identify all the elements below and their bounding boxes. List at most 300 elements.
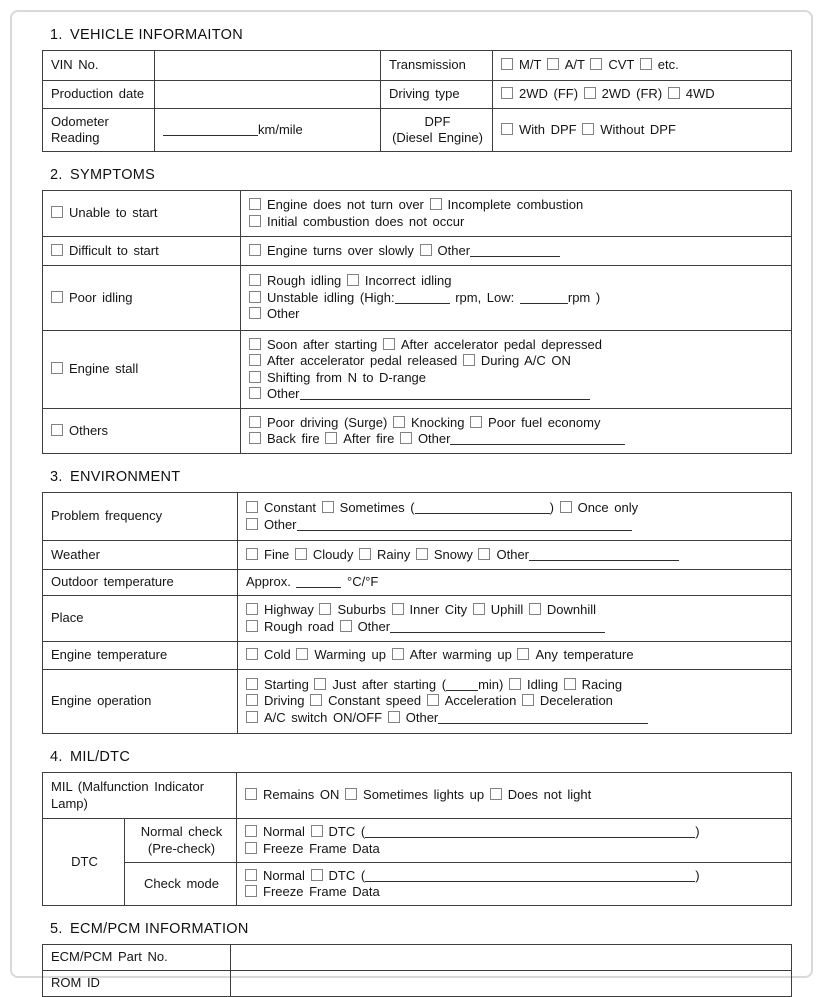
label: Other	[417, 431, 451, 446]
checkbox[interactable]	[400, 432, 412, 444]
label: Cold	[264, 647, 297, 663]
label: Place	[51, 610, 84, 626]
blank-line[interactable]	[395, 291, 450, 304]
label: Remains ON	[263, 787, 346, 803]
label: Engine temperature	[51, 647, 168, 663]
checkbox[interactable]	[51, 424, 63, 436]
table-cell	[237, 773, 792, 819]
table-cell	[238, 541, 792, 570]
checkbox[interactable]	[51, 244, 63, 256]
table-row	[43, 570, 792, 596]
label: )	[549, 500, 560, 515]
label: min)	[478, 676, 509, 692]
form-line	[51, 854, 118, 871]
label: °C/°F	[341, 574, 379, 590]
checkbox[interactable]	[249, 387, 261, 399]
label: Driving	[264, 693, 311, 709]
label: etc.	[657, 57, 679, 73]
label: Outdoor temperature	[51, 574, 174, 590]
blank-line[interactable]	[446, 678, 478, 691]
checkbox[interactable]	[392, 603, 404, 615]
checkbox[interactable]	[246, 694, 258, 706]
checkbox[interactable]	[522, 694, 534, 706]
checkbox[interactable]	[490, 788, 502, 800]
table-cell	[155, 109, 381, 152]
form-line	[246, 574, 785, 591]
table-row	[43, 819, 792, 863]
section-heading: MIL/DTC	[70, 749, 131, 765]
label: Sometimes (	[339, 500, 415, 515]
vehicle-information-table	[42, 50, 792, 152]
table-cell	[43, 596, 238, 642]
form-line	[249, 290, 785, 307]
label: Other	[496, 546, 529, 562]
label: Problem frequency	[51, 508, 163, 524]
checkbox[interactable]	[430, 198, 442, 210]
form-line	[246, 619, 785, 636]
form-line	[51, 57, 148, 74]
label: A/T	[564, 57, 591, 73]
form-line	[51, 205, 234, 222]
form-line	[51, 130, 148, 147]
table-row	[43, 596, 792, 642]
form-line	[246, 602, 785, 619]
table-row	[43, 863, 792, 906]
section-heading: ECM/PCM INFORMATION	[70, 921, 249, 937]
table-cell	[43, 642, 238, 670]
label: Fine	[264, 546, 295, 562]
section-mil-dtc	[42, 749, 791, 906]
table-cell	[493, 81, 792, 109]
form-line	[245, 841, 785, 858]
label: Normal check	[140, 824, 223, 839]
checkbox[interactable]	[249, 371, 261, 383]
checkbox[interactable]	[249, 291, 261, 303]
checkbox[interactable]	[314, 678, 326, 690]
checkbox[interactable]	[509, 678, 521, 690]
form-line	[51, 361, 234, 378]
checkbox[interactable]	[582, 123, 594, 135]
checkbox[interactable]	[383, 338, 395, 350]
form-line	[246, 710, 785, 727]
label: Downhill	[546, 602, 597, 617]
section-ecm-pcm-information	[42, 921, 791, 997]
label: Deceleration	[539, 693, 613, 709]
table-row	[43, 191, 792, 237]
table-cell	[43, 493, 238, 541]
checkbox[interactable]	[246, 620, 258, 632]
table-cell	[237, 819, 792, 863]
blank-line[interactable]	[415, 501, 550, 514]
label: Poor fuel economy	[488, 414, 601, 430]
checkbox[interactable]	[473, 603, 485, 615]
table-cell	[241, 237, 792, 266]
form-line	[389, 114, 486, 131]
form-line	[501, 122, 785, 139]
table-cell	[43, 51, 155, 81]
label: Weather	[51, 546, 100, 562]
table-cell	[43, 331, 241, 409]
form-line	[245, 824, 785, 841]
form-line	[51, 949, 224, 966]
label: After accelerator pedal released	[267, 353, 463, 368]
table-row	[43, 266, 792, 331]
form-line	[249, 197, 785, 214]
label: Without DPF	[600, 121, 676, 137]
label: rpm )	[567, 289, 601, 305]
mil-dtc-table	[42, 772, 792, 906]
table-cell	[241, 409, 792, 454]
label: Other	[264, 516, 297, 532]
table-row	[43, 81, 792, 109]
form-line	[389, 57, 486, 74]
form-line	[51, 610, 231, 627]
checkbox[interactable]	[249, 432, 261, 444]
table-cell	[43, 945, 231, 971]
checkbox[interactable]	[340, 620, 352, 632]
table-cell	[43, 81, 155, 109]
label: Poor idling	[69, 289, 133, 305]
section-symptoms	[42, 167, 791, 454]
checkbox[interactable]	[246, 548, 258, 560]
table-cell	[381, 109, 493, 152]
form-line	[246, 677, 785, 694]
checkbox[interactable]	[245, 788, 257, 800]
label: Incorrect idling	[364, 273, 452, 289]
form-line	[246, 693, 785, 710]
label: ECM/PCM Part No.	[51, 949, 168, 965]
checkbox[interactable]	[416, 548, 428, 560]
table-cell	[238, 596, 792, 642]
checkbox[interactable]	[296, 648, 308, 660]
checkbox[interactable]	[392, 648, 404, 660]
label: Inner City	[409, 602, 473, 617]
blank-line[interactable]	[529, 548, 679, 561]
form-line	[249, 243, 785, 260]
checkbox[interactable]	[319, 603, 331, 615]
label: Poor driving (Surge)	[267, 414, 393, 430]
table-cell	[43, 971, 231, 997]
checkbox[interactable]	[249, 198, 261, 210]
label: A/C switch ON/OFF	[264, 709, 388, 725]
table-cell	[238, 570, 792, 596]
label: During A/C ON	[480, 353, 571, 368]
table-cell	[231, 971, 792, 997]
label: Starting	[264, 676, 315, 692]
table-row	[43, 670, 792, 734]
form-line	[51, 693, 231, 710]
label: rpm, Low:	[449, 289, 520, 305]
label: Rainy	[376, 546, 416, 562]
checkbox[interactable]	[249, 307, 261, 319]
checkbox[interactable]	[249, 354, 261, 366]
label: Others	[69, 422, 109, 438]
blank-line[interactable]	[390, 620, 605, 633]
label: Incomplete combustion	[447, 197, 584, 212]
label: Driving type	[389, 86, 460, 102]
checkbox[interactable]	[246, 678, 258, 690]
label: Production date	[51, 86, 145, 102]
label: After fire	[343, 431, 400, 446]
checkbox[interactable]	[345, 788, 357, 800]
checkbox[interactable]	[325, 432, 337, 444]
checkbox[interactable]	[249, 338, 261, 350]
section-vehicle-information	[42, 27, 791, 152]
label: Reading	[51, 130, 100, 145]
form-line	[249, 337, 785, 354]
section-title-vehicle-information	[50, 27, 791, 43]
checkbox[interactable]	[393, 416, 405, 428]
label: Any temperature	[535, 647, 634, 663]
label: With DPF	[519, 121, 583, 137]
checkbox[interactable]	[359, 548, 371, 560]
form-line	[245, 884, 785, 901]
blank-line[interactable]	[365, 825, 695, 838]
form-line	[51, 647, 231, 664]
section-number: 5.	[50, 921, 63, 937]
symptoms-table	[42, 190, 792, 454]
form-line	[51, 290, 234, 307]
checkbox[interactable]	[246, 518, 258, 530]
table-cell	[238, 670, 792, 734]
label: Back fire	[267, 431, 326, 446]
label: 2WD (FR)	[601, 86, 668, 102]
form-line	[245, 868, 785, 885]
table-cell	[125, 863, 237, 906]
section-number: 1.	[50, 27, 63, 43]
label: Constant	[264, 500, 322, 515]
table-cell	[381, 81, 493, 109]
table-row	[43, 971, 792, 997]
checkbox[interactable]	[249, 215, 261, 227]
checkbox[interactable]	[311, 825, 323, 837]
checkbox[interactable]	[420, 244, 432, 256]
section-heading: VEHICLE INFORMAITON	[70, 27, 244, 43]
table-cell	[43, 819, 125, 906]
checkbox[interactable]	[463, 354, 475, 366]
checkbox[interactable]	[668, 87, 680, 99]
checkbox[interactable]	[388, 711, 400, 723]
table-cell	[43, 191, 241, 237]
label: Transmission	[389, 57, 466, 73]
form-line	[249, 306, 785, 323]
section-title-ecm-pcm-information	[50, 921, 791, 937]
label: Acceleration	[444, 693, 522, 709]
checkbox[interactable]	[51, 362, 63, 374]
form-line	[51, 114, 148, 131]
form-line	[249, 386, 785, 403]
checkbox[interactable]	[311, 869, 323, 881]
label: M/T	[519, 57, 547, 73]
blank-line[interactable]	[297, 518, 632, 531]
section-number: 3.	[50, 469, 63, 485]
checkbox[interactable]	[51, 206, 63, 218]
checkbox[interactable]	[478, 548, 490, 560]
checkbox[interactable]	[246, 501, 258, 513]
blank-line[interactable]	[520, 291, 568, 304]
checkbox[interactable]	[295, 548, 307, 560]
form-line	[249, 431, 785, 448]
checkbox[interactable]	[590, 58, 602, 70]
table-row	[43, 237, 792, 266]
blank-line[interactable]	[300, 387, 590, 400]
section-title-mil-dtc	[50, 749, 791, 765]
label: Knocking	[410, 414, 471, 430]
label: VIN No.	[51, 57, 99, 73]
label: Check mode	[144, 875, 219, 891]
checkbox[interactable]	[246, 648, 258, 660]
table-row	[43, 51, 792, 81]
checkbox[interactable]	[347, 274, 359, 286]
form-line	[51, 975, 224, 992]
table-row	[43, 493, 792, 541]
form-line	[51, 86, 148, 103]
table-cell	[493, 51, 792, 81]
table-row	[43, 773, 792, 819]
form-line	[246, 500, 785, 517]
form-line	[133, 876, 230, 893]
checkbox[interactable]	[547, 58, 559, 70]
label: MIL (Malfunction Indicator	[51, 779, 205, 794]
checkbox[interactable]	[529, 603, 541, 615]
label: (Diesel Engine)	[392, 130, 483, 145]
table-cell	[237, 863, 792, 906]
label: CVT	[608, 57, 640, 73]
label: Once only	[577, 500, 639, 515]
checkbox[interactable]	[245, 825, 257, 837]
form-line	[163, 122, 374, 139]
checkbox[interactable]	[249, 274, 261, 286]
table-row	[43, 109, 792, 152]
section-heading: SYMPTOMS	[70, 167, 156, 183]
section-number: 2.	[50, 167, 63, 183]
checkbox[interactable]	[517, 648, 529, 660]
checkbox[interactable]	[322, 501, 334, 513]
label: Engine stall	[69, 361, 139, 377]
form-line	[501, 57, 785, 74]
table-cell	[125, 819, 237, 863]
label: Difficult to start	[69, 242, 159, 258]
label: DPF	[424, 113, 451, 129]
checkbox[interactable]	[246, 711, 258, 723]
label: Unstable idling (High:	[267, 289, 395, 305]
label: Unable to start	[69, 205, 158, 221]
checkbox[interactable]	[249, 244, 261, 256]
checkbox[interactable]	[51, 291, 63, 303]
section-heading: ENVIRONMENT	[70, 469, 181, 485]
blank-line[interactable]	[450, 432, 625, 445]
form-root	[42, 20, 791, 997]
label: DTC (	[328, 824, 366, 839]
form-line	[389, 130, 486, 147]
label: Engine operation	[51, 693, 152, 709]
checkbox[interactable]	[246, 603, 258, 615]
checkbox[interactable]	[640, 58, 652, 70]
label: Does not light	[507, 787, 592, 803]
label: Rough idling	[267, 273, 347, 289]
label: Freeze Frame Data	[263, 884, 380, 899]
label: (Pre-check)	[147, 840, 216, 856]
form-line	[246, 647, 785, 664]
label: Other	[405, 709, 439, 725]
checkbox[interactable]	[310, 694, 322, 706]
form-line	[249, 353, 785, 370]
checkbox[interactable]	[249, 416, 261, 428]
table-cell	[381, 51, 493, 81]
label: Engine turns over slowly	[267, 242, 420, 258]
table-cell	[43, 109, 155, 152]
checkbox[interactable]	[245, 869, 257, 881]
form-line	[249, 214, 785, 231]
form-line	[133, 824, 230, 841]
table-cell	[155, 81, 381, 109]
checkbox[interactable]	[584, 87, 596, 99]
table-row	[43, 945, 792, 971]
form-line	[51, 423, 234, 440]
table-cell	[231, 945, 792, 971]
checkbox[interactable]	[501, 123, 513, 135]
checkbox[interactable]	[501, 58, 513, 70]
blank-line[interactable]	[296, 575, 341, 588]
table-cell	[493, 109, 792, 152]
environment-table	[42, 492, 792, 734]
label: Shifting from N to D-range	[267, 369, 427, 385]
form-line	[246, 547, 785, 564]
label: Suburbs	[337, 602, 392, 617]
label: After accelerator pedal depressed	[400, 336, 602, 352]
label: Racing	[581, 676, 623, 692]
checkbox[interactable]	[245, 885, 257, 897]
label: 2WD (FF)	[519, 86, 584, 102]
label: Rough road	[264, 618, 340, 634]
blank-line[interactable]	[163, 123, 258, 136]
label: Constant speed	[328, 693, 427, 709]
blank-line[interactable]	[470, 244, 560, 257]
table-cell	[43, 773, 237, 819]
table-cell	[43, 541, 238, 570]
label: Approx.	[246, 574, 297, 590]
label: Cloudy	[312, 546, 359, 562]
table-cell	[43, 266, 241, 331]
checkbox[interactable]	[501, 87, 513, 99]
label: ROM ID	[51, 975, 100, 991]
label: Highway	[264, 602, 320, 617]
form-line	[51, 243, 234, 260]
checkbox[interactable]	[564, 678, 576, 690]
label: Snowy	[433, 546, 479, 562]
label: Initial combustion does not occur	[267, 213, 465, 229]
table-cell	[43, 409, 241, 454]
label: Just after starting (	[332, 676, 447, 692]
label: Odometer	[51, 113, 109, 129]
table-cell	[241, 331, 792, 409]
table-cell	[241, 266, 792, 331]
blank-line[interactable]	[365, 869, 695, 882]
blank-line[interactable]	[438, 711, 648, 724]
form-line	[389, 86, 486, 103]
checkbox[interactable]	[560, 501, 572, 513]
label: After warming up	[409, 647, 518, 663]
table-cell	[241, 191, 792, 237]
label: 4WD	[685, 86, 715, 102]
checkbox[interactable]	[245, 842, 257, 854]
label: )	[695, 824, 700, 839]
checkbox[interactable]	[427, 694, 439, 706]
label: Engine does not turn over	[267, 197, 430, 212]
checkbox[interactable]	[470, 416, 482, 428]
label: DTC (	[328, 867, 366, 883]
label: DTC	[71, 853, 98, 869]
